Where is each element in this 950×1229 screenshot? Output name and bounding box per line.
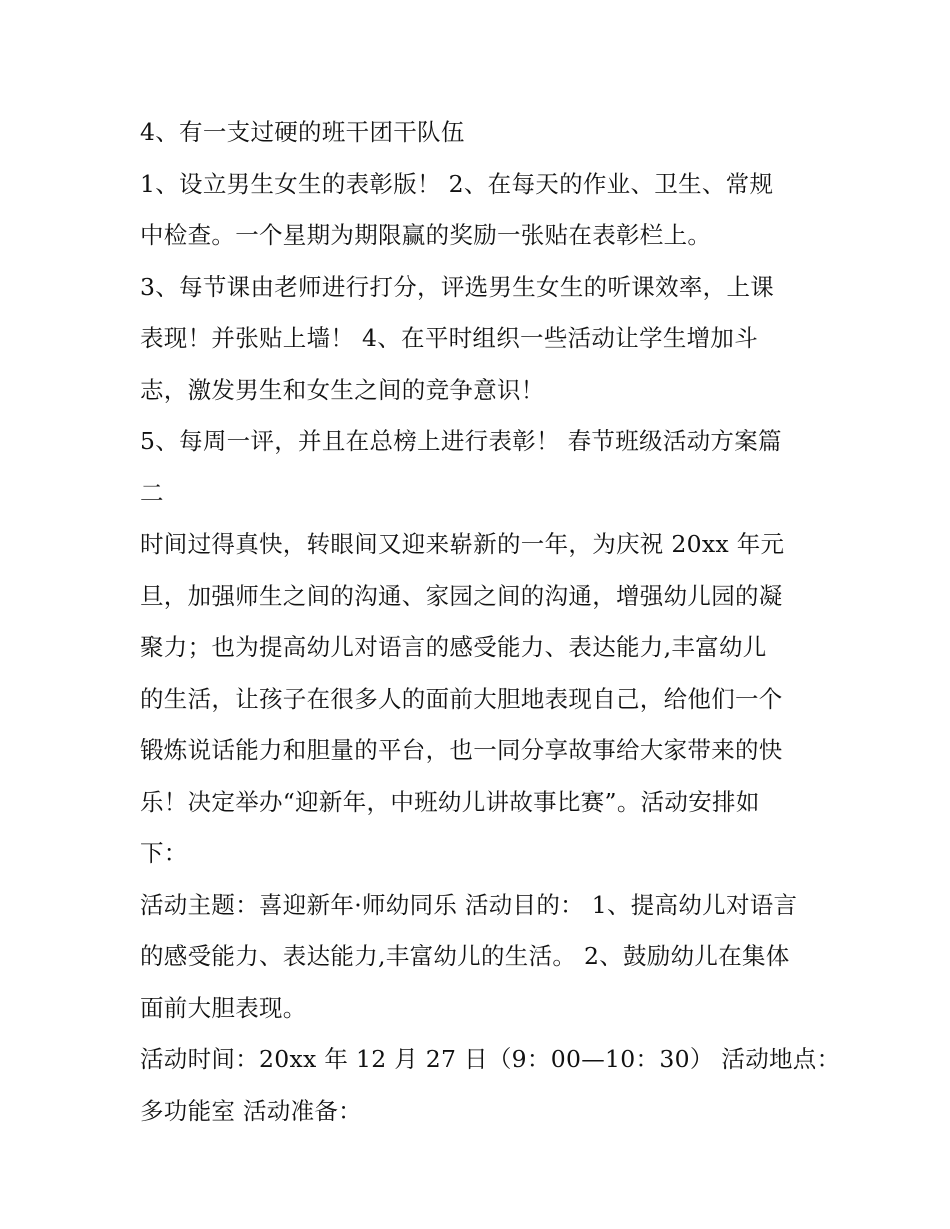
- document-body: [140, 107, 841, 1137]
- text-line: 活动时间：20xx 年 12 月 27 日（9：00—10：30） 活动地点：: [140, 1045, 841, 1073]
- text-line: 中检查。一个星期为期限赢的奖励一张贴在表彰栏上。: [140, 221, 712, 249]
- text-line: 锻炼说话能力和胆量的平台，也一同分享故事给大家带来的快: [140, 736, 783, 764]
- text-line: 表现！并张贴上墙！ 4、在平时组织一些活动让学生增加斗: [140, 324, 759, 352]
- text-line: 活动主题：喜迎新年·师幼同乐 活动目的： 1、提高幼儿对语言: [140, 890, 798, 919]
- text-line: 的感受能力、表达能力,丰富幼儿的生活。 2、鼓励幼儿在集体: [140, 942, 790, 970]
- text-line: 的生活，让孩子在很多人的面前大胆地表现自己，给他们一个: [140, 684, 783, 713]
- text-line: 1、设立男生女生的表彰版！ 2、在每天的作业、卫生、常规: [140, 169, 774, 198]
- text-line: 聚力；也为提高幼儿对语言的感受能力、表达能力,丰富幼儿: [140, 633, 767, 661]
- text-line: 时间过得真快，转眼间又迎来崭新的一年，为庆祝 20xx 年元: [140, 530, 785, 558]
- text-line: 多功能室 活动准备：: [140, 1096, 362, 1125]
- text-line: 4、有一支过硬的班干团干队伍: [140, 118, 465, 146]
- text-line: 乐！决定举办“迎新年，中班幼儿讲故事比赛”。活动安排如: [140, 787, 760, 816]
- text-line: 二: [140, 478, 164, 507]
- text-line: 旦，加强师生之间的沟通、家园之间的沟通，增强幼儿园的凝: [140, 581, 783, 610]
- text-line: 3、每节课由老师进行打分，评选男生女生的听课效率，上课: [140, 272, 775, 301]
- text-line: 5、每周一评，并且在总榜上进行表彰！ 春节班级活动方案篇: [140, 427, 782, 455]
- text-line: 面前大胆表现。: [140, 993, 307, 1022]
- text-line: 志，激发男生和女生之间的竞争意识！: [140, 375, 545, 404]
- text-line: 下：: [140, 839, 188, 867]
